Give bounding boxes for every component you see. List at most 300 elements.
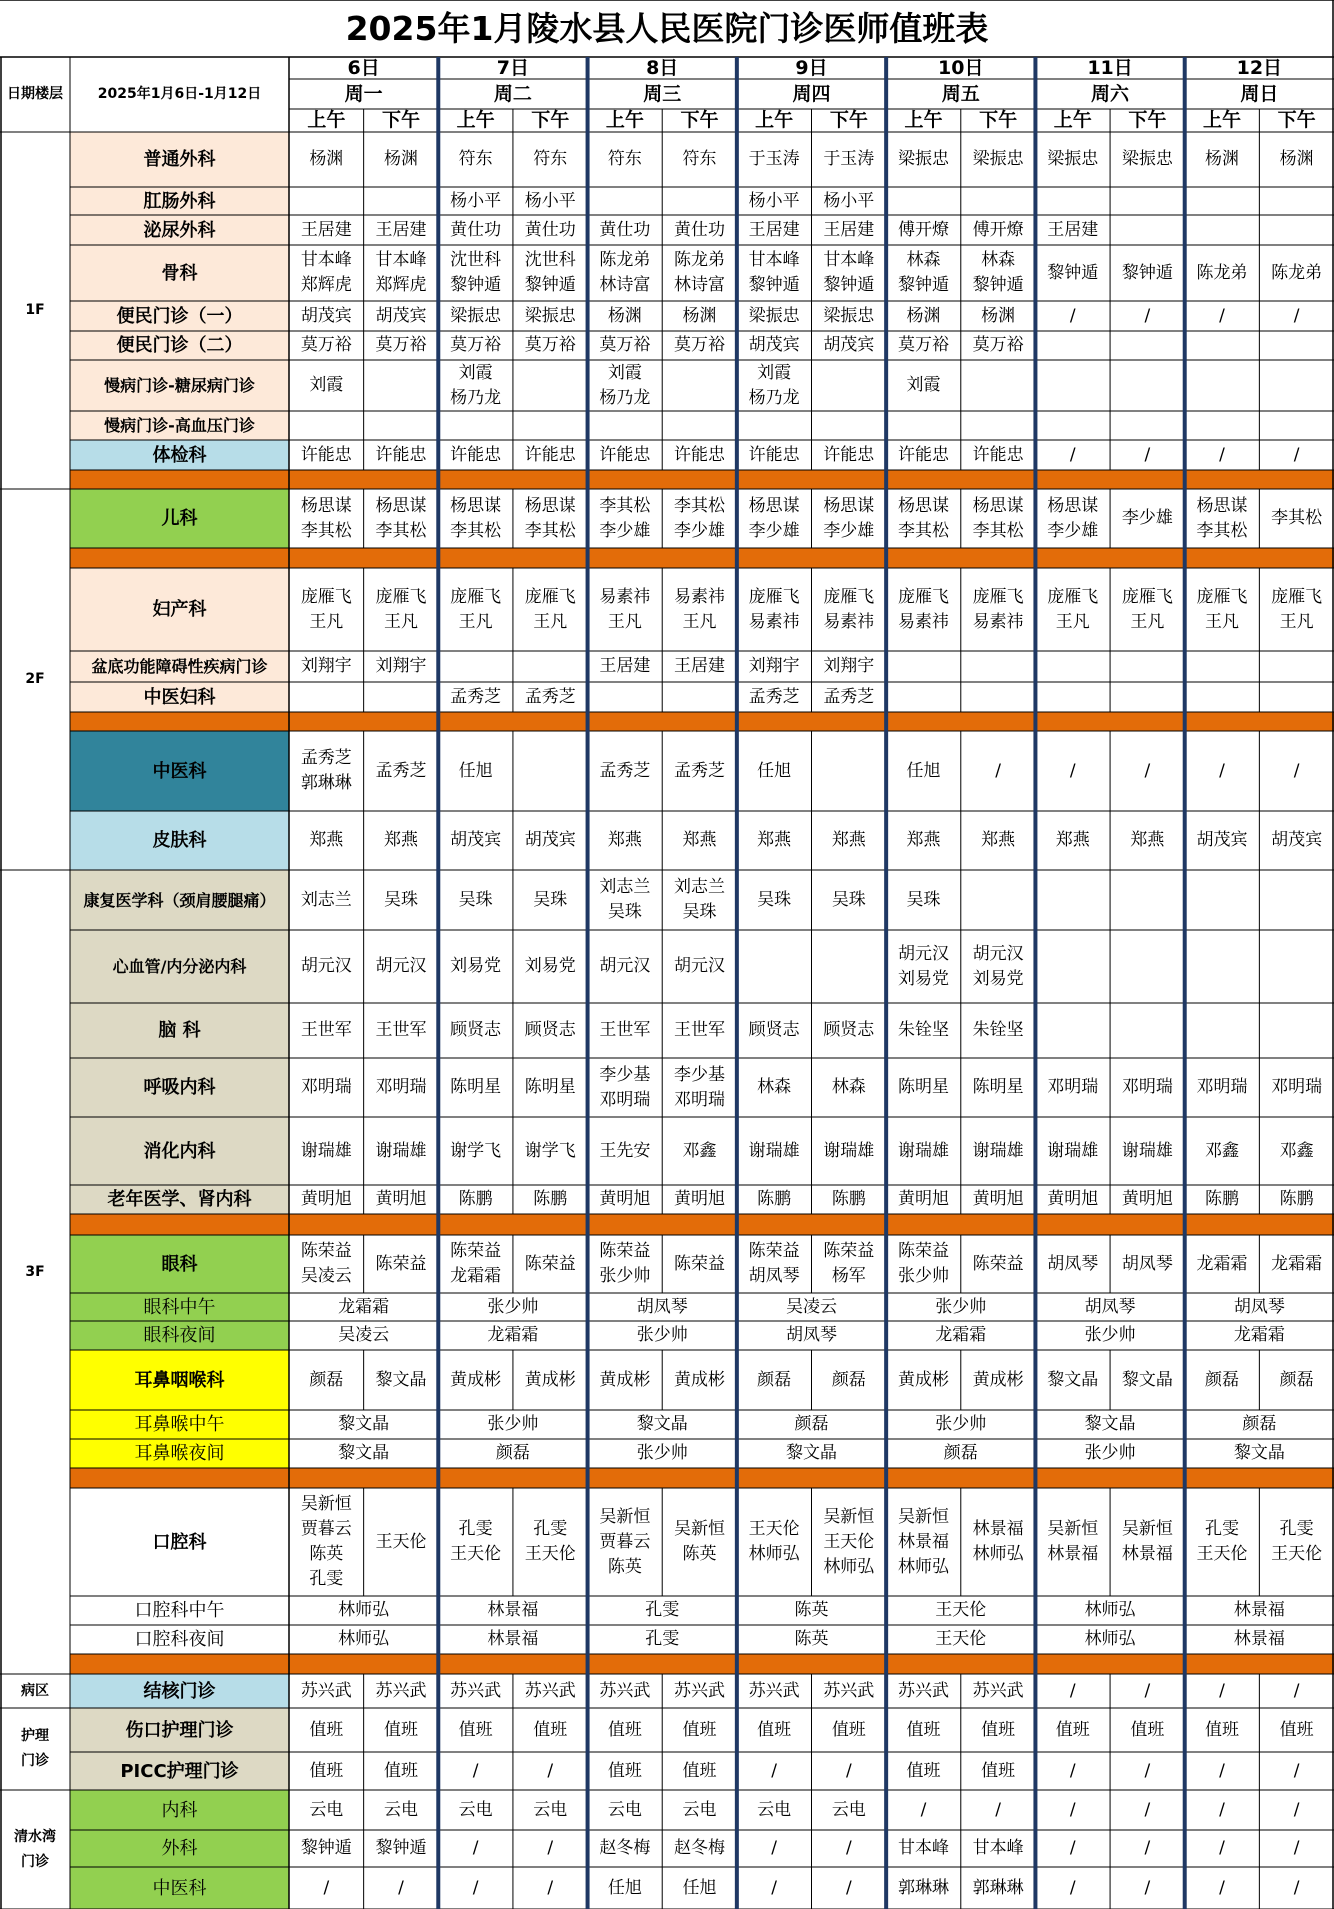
am-label: 上午: [456, 109, 495, 131]
duty-cell: /: [1069, 1680, 1076, 1701]
duty-cell: 郭琳琳: [972, 1877, 1024, 1898]
duty-cell-shared: 胡凤琴: [1084, 1296, 1136, 1317]
duty-cell: [289, 411, 364, 440]
dept-name: 呼吸内科: [143, 1077, 216, 1098]
duty-cell: 孟秀芝: [674, 760, 726, 781]
duty-cell: 梁振忠: [823, 305, 875, 326]
duty-cell: 胡元汉: [599, 956, 651, 976]
duty-cell: 苏兴武: [972, 1680, 1024, 1701]
duty-cell: 孔雯 王天伦: [450, 1519, 502, 1564]
duty-cell: 甘本峰: [972, 1838, 1024, 1858]
duty-cell: [1185, 411, 1260, 440]
duty-cell: 孟秀芝: [748, 686, 800, 707]
separator-band: [70, 470, 1334, 489]
duty-cell: /: [1219, 305, 1225, 326]
duty-cell: 郑燕: [757, 830, 792, 850]
duty-cell-shared: 陈英: [794, 1629, 829, 1649]
duty-cell: 孔雯 王天伦: [1271, 1519, 1323, 1564]
duty-cell: 值班: [981, 1719, 1016, 1740]
duty-cell-shared: 黎文晶: [636, 1414, 688, 1434]
duty-cell: 吴珠: [831, 889, 866, 910]
duty-cell: 顾贤志: [450, 1020, 502, 1040]
duty-cell: [961, 682, 1036, 712]
duty-cell: 吴新恒 林景福 林师弘: [897, 1506, 949, 1577]
duty-cell: 邓鑫: [1205, 1140, 1240, 1161]
duty-cell-shared: 张少帅: [636, 1325, 688, 1345]
dept-name: 儿科: [161, 508, 198, 529]
separator-band: [70, 1654, 1334, 1674]
duty-cell: /: [771, 1838, 778, 1858]
duty-cell: /: [1069, 1799, 1076, 1820]
duty-cell: /: [1219, 1877, 1225, 1898]
duty-cell: [438, 651, 513, 682]
duty-cell: 云电: [383, 1799, 418, 1820]
duty-cell-shared: 林景福: [1233, 1600, 1285, 1620]
duty-cell: 黄仕功: [674, 219, 726, 240]
duty-cell: 胡茂宾: [823, 335, 875, 355]
duty-cell: 任旭: [757, 760, 792, 781]
day-weekday: 周六: [1091, 82, 1130, 105]
duty-cell: 庞雁飞 王凡: [1196, 586, 1248, 632]
duty-cell-shared: 黎文晶: [1233, 1443, 1285, 1463]
duty-cell: 林森: [831, 1077, 866, 1097]
duty-cell: 顾贤志: [524, 1020, 576, 1040]
duty-cell: 杨思谋 李少雄: [748, 495, 800, 541]
duty-cell: 胡凤琴: [1121, 1253, 1173, 1274]
duty-cell: [886, 411, 961, 440]
duty-cell: 吴珠: [383, 889, 418, 910]
dept-name: 肛肠外科: [143, 190, 216, 212]
duty-cell: [812, 930, 887, 1003]
duty-cell: 庞雁飞 王凡: [450, 586, 502, 632]
duty-cell: 颜磊: [757, 1369, 792, 1390]
duty-cell: /: [547, 1877, 554, 1898]
duty-cell: 黄成彬: [674, 1369, 726, 1390]
day-weekday: 周一: [344, 82, 383, 105]
duty-cell: [1035, 930, 1110, 1003]
duty-cell: 梁振忠: [524, 305, 576, 326]
duty-cell: 值班: [682, 1719, 717, 1740]
duty-cell: [513, 360, 588, 411]
duty-cell: /: [920, 1799, 927, 1820]
duty-cell: 陈荣益 张少帅: [599, 1241, 651, 1286]
duty-cell: 胡凤琴: [1047, 1253, 1099, 1274]
duty-cell: /: [995, 1799, 1001, 1820]
duty-cell: 杨思谋 李少雄: [1047, 495, 1099, 541]
duty-cell: 陈鹏: [1279, 1189, 1314, 1209]
duty-cell: 庞雁飞 王凡: [375, 586, 427, 632]
duty-cell: 黄成彬: [897, 1369, 949, 1390]
duty-cell: 吴新恒 贾暮云 陈英 孔雯: [300, 1494, 352, 1589]
duty-cell: 值班: [831, 1719, 866, 1740]
duty-cell: 胡元汉 刘易党: [972, 943, 1024, 989]
duty-cell: 陈鹏: [533, 1189, 568, 1209]
duty-cell: 胡茂宾: [375, 305, 427, 326]
duty-cell: [1259, 682, 1334, 712]
duty-cell: [1259, 360, 1334, 411]
duty-cell: /: [845, 1838, 852, 1858]
duty-cell: 王天伦: [375, 1531, 427, 1552]
duty-cell: 云电: [682, 1799, 717, 1820]
duty-cell: 郑燕: [309, 830, 344, 850]
am-label: 上午: [904, 109, 943, 131]
duty-cell: 符东: [458, 149, 493, 169]
duty-cell: 梁振忠: [748, 305, 800, 326]
duty-cell: 刘霞: [309, 375, 344, 395]
dept-name: 皮肤科: [152, 830, 207, 851]
duty-cell: /: [995, 760, 1001, 781]
duty-cell: 刘志兰 吴珠: [599, 877, 651, 922]
duty-cell: 孔雯 王天伦: [1196, 1519, 1248, 1564]
duty-cell: 陈龙弟 林诗富: [674, 250, 726, 295]
duty-cell: 邓明瑞: [1121, 1077, 1173, 1097]
duty-cell: /: [1293, 1680, 1300, 1701]
duty-cell: 陈荣益 胡凤琴: [748, 1241, 800, 1286]
duty-cell: [1110, 411, 1185, 440]
duty-cell: 易素祎 王凡: [599, 586, 651, 632]
duty-cell: 吴新恒 陈英: [674, 1519, 726, 1564]
duty-cell: [961, 360, 1036, 411]
duty-cell-shared: 颜磊: [794, 1414, 829, 1434]
duty-cell: 黄明旭: [897, 1189, 949, 1209]
duty-cell: 郑燕: [607, 830, 642, 850]
duty-cell: 刘易党: [450, 956, 502, 976]
duty-cell: /: [1144, 1877, 1151, 1898]
duty-cell-shared: 林景福: [487, 1600, 539, 1620]
duty-cell: 陈荣益 龙霜霜: [450, 1241, 502, 1286]
duty-cell: 沈世科 黎钟遁: [524, 250, 576, 295]
duty-cell: 值班: [383, 1760, 418, 1781]
duty-cell: 谢瑞雄: [375, 1140, 427, 1161]
duty-cell: 王世军: [375, 1020, 427, 1040]
corner-label: 日期楼层: [7, 86, 63, 102]
duty-cell: 莫万裕: [599, 335, 651, 355]
duty-cell: 黄仕功: [450, 219, 502, 240]
duty-cell: [289, 682, 364, 712]
floor-label: 病区: [21, 1682, 49, 1699]
dept-name: 便民门诊（二）: [116, 335, 243, 356]
duty-cell: 刘翔宇: [300, 656, 352, 676]
duty-cell: [737, 411, 812, 440]
duty-cell: 黄成彬: [599, 1369, 651, 1390]
duty-cell: 梁振忠: [450, 305, 502, 326]
duty-cell: [1110, 360, 1185, 411]
dept-name: 体检科: [152, 444, 207, 466]
duty-cell: 吴珠: [757, 889, 792, 910]
duty-cell: 吴珠: [458, 889, 493, 910]
day-date: 10日: [938, 56, 984, 79]
duty-cell: 黄仕功: [599, 219, 651, 240]
day-date: 11日: [1087, 56, 1133, 79]
duty-cell: 杨小平: [748, 190, 800, 211]
duty-cell: 吴新恒 林景福: [1121, 1519, 1173, 1564]
duty-cell: 邓明瑞: [375, 1077, 427, 1097]
duty-cell: 杨思谋 李其松: [1196, 495, 1248, 541]
duty-cell: /: [1144, 305, 1151, 326]
duty-cell-shared: 孔雯: [645, 1629, 680, 1649]
dept-name: 心血管/内分泌内科: [112, 957, 247, 976]
duty-cell: /: [472, 1760, 479, 1781]
duty-cell: 许能忠: [599, 444, 651, 465]
duty-cell: 许能忠: [524, 444, 576, 465]
dept-name: 眼科夜间: [143, 1325, 216, 1346]
duty-cell: 陈荣益: [375, 1253, 427, 1274]
duty-cell: [1110, 187, 1185, 215]
duty-cell: [513, 731, 588, 811]
duty-cell-shared: 黎文晶: [785, 1443, 837, 1463]
duty-cell: 邓明瑞: [1271, 1077, 1323, 1097]
duty-cell: 傅开燎: [972, 219, 1024, 240]
duty-cell: /: [1144, 1760, 1151, 1781]
duty-cell: 许能忠: [972, 444, 1024, 465]
duty-cell: 苏兴武: [748, 1680, 800, 1701]
duty-cell: 陈明星: [450, 1077, 502, 1097]
duty-cell: [1185, 682, 1260, 712]
duty-cell: 庞雁飞 易素祎: [897, 586, 949, 632]
duty-cell: [886, 187, 961, 215]
duty-cell: 黄成彬: [972, 1369, 1024, 1390]
duty-cell: 吴新恒 王天伦 林师弘: [823, 1506, 875, 1577]
duty-cell: 杨思谋 李少雄: [823, 495, 875, 541]
duty-cell: 王世军: [674, 1020, 726, 1040]
duty-cell: 梁振忠: [897, 149, 949, 169]
duty-cell: [1110, 930, 1185, 1003]
duty-cell: 梁振忠: [972, 149, 1024, 169]
duty-cell: 谢瑞雄: [823, 1140, 875, 1161]
duty-cell: 值班: [458, 1719, 493, 1740]
duty-cell: 陈明星: [897, 1077, 949, 1097]
duty-cell: 王居建: [748, 219, 800, 240]
dept-name: 老年医学、肾内科: [107, 1189, 252, 1210]
duty-cell: [364, 682, 439, 712]
day-date: 6日: [347, 56, 380, 79]
duty-cell: 黄明旭: [300, 1189, 352, 1209]
duty-cell-shared: 林景福: [1233, 1629, 1285, 1649]
duty-cell: 陈鹏: [831, 1189, 866, 1209]
dept-name: 眼科中午: [143, 1296, 216, 1318]
day-date: 8日: [646, 56, 679, 79]
duty-cell: 刘霞 杨乃龙: [599, 362, 651, 408]
duty-cell: /: [1144, 1838, 1151, 1858]
duty-cell: 许能忠: [300, 444, 352, 465]
duty-cell: 庞雁飞 王凡: [1271, 586, 1323, 632]
pm-label: 下午: [829, 109, 868, 131]
duty-cell: 杨思谋 李其松: [375, 495, 427, 541]
duty-cell: 王居建: [300, 219, 352, 240]
duty-cell: 黎钟遁: [375, 1838, 427, 1858]
dept-name: 慢病门诊-糖尿病门诊: [104, 376, 255, 395]
duty-cell: 郑燕: [682, 830, 717, 850]
duty-cell-shared: 黎文晶: [1084, 1414, 1136, 1434]
duty-cell: 杨思谋 李其松: [450, 495, 502, 541]
duty-cell: [662, 187, 737, 215]
duty-cell: 胡元汉: [300, 956, 352, 976]
duty-cell-shared: 张少帅: [935, 1296, 987, 1317]
duty-cell: [1259, 411, 1334, 440]
duty-cell: [1035, 187, 1110, 215]
duty-cell: 莫万裕: [674, 335, 726, 355]
duty-cell: 孟秀芝: [599, 760, 651, 781]
duty-cell: 刘易党: [524, 956, 576, 976]
duty-cell: 甘本峰 黎钟遁: [748, 250, 800, 295]
dept-name: 耳鼻喉中午: [134, 1414, 225, 1435]
duty-cell: /: [1219, 1799, 1225, 1820]
duty-cell: 庞雁飞 易素祎: [823, 586, 875, 632]
duty-cell: 陈龙弟: [1196, 262, 1248, 283]
duty-cell: 杨思谋 李其松: [300, 495, 352, 541]
am-label: 上午: [605, 109, 644, 131]
duty-cell-shared: 胡凤琴: [1233, 1296, 1285, 1317]
duty-cell-shared: 颜磊: [495, 1443, 530, 1463]
duty-cell: 孟秀芝: [823, 686, 875, 707]
duty-cell: 吴新恒 贾暮云 陈英: [599, 1506, 651, 1577]
duty-cell: 李少雄: [1121, 508, 1173, 528]
dept-name: 眼科: [161, 1253, 198, 1275]
duty-cell: 王世军: [300, 1020, 352, 1040]
separator-band: [70, 1214, 1334, 1235]
duty-cell: [1185, 930, 1260, 1003]
dept-name: 消化内科: [143, 1140, 216, 1162]
duty-cell: [1259, 331, 1334, 360]
am-label: 上午: [755, 109, 794, 131]
duty-cell: 刘翔宇: [375, 656, 427, 676]
dept-name: 中医妇科: [143, 686, 216, 708]
duty-cell: [1185, 331, 1260, 360]
duty-cell: 值班: [682, 1760, 717, 1781]
duty-cell-shared: 林师弘: [338, 1629, 390, 1649]
dept-name: 泌尿外科: [143, 219, 216, 241]
dept-name: 口腔科夜间: [134, 1629, 225, 1650]
dept-name: 耳鼻咽喉科: [134, 1369, 225, 1391]
duty-cell: [662, 360, 737, 411]
dept-name: 慢病门诊-高血压门诊: [104, 416, 255, 435]
duty-cell: 林森 黎钟遁: [972, 250, 1024, 295]
duty-cell: 陈鹏: [458, 1189, 493, 1209]
duty-cell: 杨小平: [823, 190, 875, 211]
duty-cell: 刘霞 杨乃龙: [450, 362, 502, 408]
am-label: 上午: [1053, 109, 1092, 131]
duty-cell: 莫万裕: [300, 335, 352, 355]
duty-cell: 陈荣益 吴凌云: [300, 1241, 352, 1286]
floor-label: 护理 门诊: [21, 1728, 49, 1769]
duty-cell: 王居建: [375, 219, 427, 240]
duty-cell: /: [1293, 1760, 1300, 1781]
pm-label: 下午: [1128, 109, 1167, 131]
duty-cell: 符东: [607, 149, 642, 169]
duty-cell: 杨渊: [383, 149, 418, 169]
dept-name: 结核门诊: [143, 1680, 216, 1702]
duty-cell-shared: 张少帅: [1084, 1443, 1136, 1463]
duty-cell: 莫万裕: [450, 335, 502, 355]
duty-cell-shared: 王天伦: [935, 1629, 987, 1649]
pm-label: 下午: [680, 109, 719, 131]
floor-label: 3F: [25, 1263, 45, 1280]
duty-cell: [1035, 682, 1110, 712]
duty-cell: 陈鹏: [757, 1189, 792, 1209]
duty-cell: /: [1293, 1799, 1300, 1820]
duty-cell: /: [1219, 1680, 1225, 1701]
duty-cell: 孟秀芝: [450, 686, 502, 707]
duty-cell: /: [1219, 444, 1225, 465]
duty-cell: 陈龙弟 林诗富: [599, 250, 651, 295]
duty-cell: 值班: [757, 1719, 792, 1740]
duty-cell: 苏兴武: [599, 1680, 651, 1701]
duty-cell: [812, 731, 887, 811]
duty-cell: 颜磊: [309, 1369, 344, 1390]
duty-cell: 值班: [533, 1719, 568, 1740]
duty-cell: 邓鑫: [1279, 1140, 1314, 1161]
dept-name: 中医科: [152, 760, 207, 782]
duty-cell: /: [1069, 444, 1076, 465]
duty-cell: 值班: [1055, 1719, 1090, 1740]
duty-cell: 云电: [607, 1799, 642, 1820]
duty-cell: [961, 870, 1036, 930]
duty-cell: 刘翔宇: [823, 656, 875, 676]
duty-cell: 值班: [981, 1760, 1016, 1781]
pm-label: 下午: [381, 109, 420, 131]
floor-label: 1F: [25, 302, 45, 318]
dept-name: 骨科: [161, 262, 198, 284]
duty-cell: 庞雁飞 王凡: [300, 586, 352, 632]
duty-cell: [1185, 1003, 1260, 1058]
day-weekday: 周五: [941, 82, 980, 105]
duty-cell: 李少基 邓明瑞: [599, 1064, 651, 1110]
duty-cell-shared: 吴凌云: [338, 1325, 390, 1345]
duty-cell: 赵冬梅: [599, 1838, 651, 1858]
duty-cell: 王世军: [599, 1020, 651, 1040]
dept-name: 口腔科中午: [134, 1600, 225, 1621]
pm-label: 下午: [1277, 109, 1316, 131]
duty-cell: 值班: [1205, 1719, 1240, 1740]
duty-cell: 任旭: [906, 760, 941, 781]
duty-cell: /: [1219, 1760, 1225, 1781]
dept-name: 便民门诊（一）: [116, 305, 243, 327]
duty-cell: 王居建: [1047, 219, 1099, 240]
duty-cell: 云电: [309, 1799, 344, 1820]
duty-cell-shared: 龙霜霜: [338, 1296, 390, 1317]
duty-cell-shared: 张少帅: [636, 1443, 688, 1463]
duty-cell: /: [472, 1877, 479, 1898]
duty-cell-shared: 林师弘: [1084, 1629, 1136, 1649]
duty-cell: 值班: [309, 1719, 344, 1740]
duty-cell: 郭琳琳: [897, 1877, 949, 1898]
duty-cell: 朱铨坚: [897, 1020, 949, 1040]
duty-cell: 沈世科 黎钟遁: [450, 250, 502, 295]
duty-cell: 苏兴武: [823, 1680, 875, 1701]
duty-cell: 于玉涛: [823, 149, 875, 169]
duty-cell: 颜磊: [1205, 1369, 1240, 1390]
separator-band: [70, 1468, 1334, 1488]
duty-cell-shared: 颜磊: [943, 1443, 978, 1463]
duty-cell: 许能忠: [748, 444, 800, 465]
duty-cell: 莫万裕: [972, 335, 1024, 355]
duty-cell: 陈荣益: [524, 1253, 576, 1274]
duty-cell: [1185, 651, 1260, 682]
duty-cell: 杨渊: [1205, 149, 1240, 169]
duty-cell: /: [1144, 1680, 1151, 1701]
duty-cell: 杨思谋 李其松: [972, 495, 1024, 541]
duty-cell-shared: 张少帅: [1084, 1325, 1136, 1345]
duty-cell: 甘本峰 黎钟遁: [823, 250, 875, 295]
duty-cell: 陈荣益: [674, 1253, 726, 1274]
duty-cell: 郑燕: [383, 830, 418, 850]
duty-cell: 胡茂宾: [1271, 830, 1323, 850]
duty-cell: /: [1293, 1877, 1300, 1898]
duty-cell: 胡茂宾: [524, 830, 576, 850]
duty-cell: [513, 651, 588, 682]
duty-cell: 郑燕: [981, 830, 1016, 850]
day-date: 12日: [1236, 56, 1283, 79]
